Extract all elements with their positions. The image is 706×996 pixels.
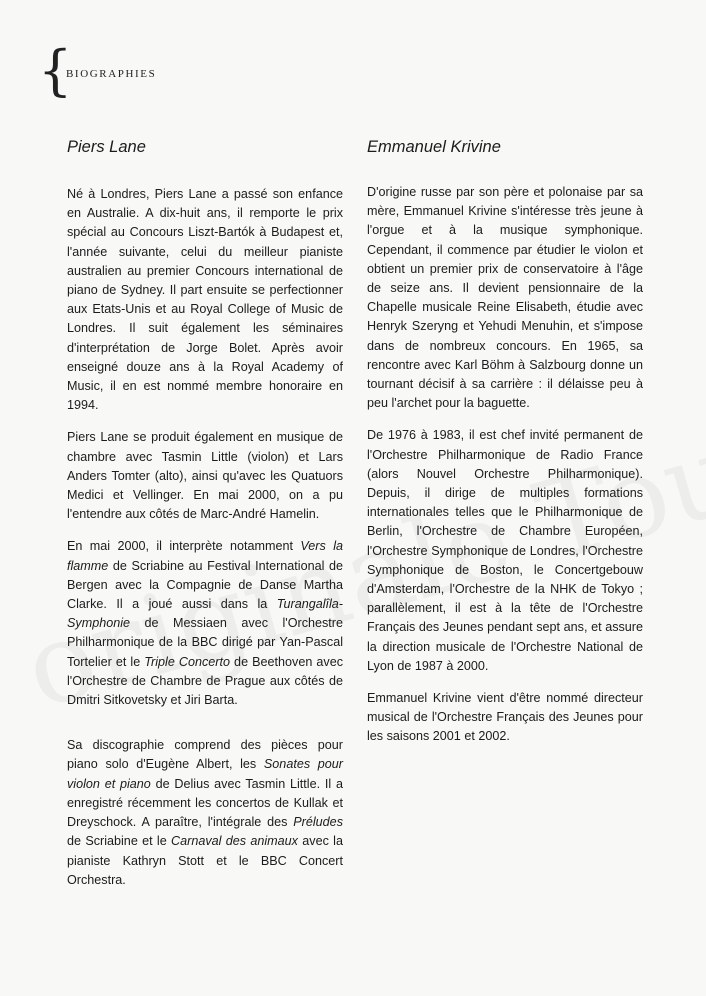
text-run: de Delius avec Tasmin Little. Il a enregistré récemment les concertos de Kullak et Dreyschock. A paraître, l'intégrale des <box>67 776 343 830</box>
text-run: En mai 2000, il interprète notamment <box>67 539 301 554</box>
biography-paragraph: Piers Lane se produit également en musique de chambre avec Tasmin Little (violon) et Lars Anders Tomter (alto), ainsi qu'avec les Quatuors Medici et Vellinger. En mai 2000, on a pu l'entendre aux côtés de Marc-André Hamelin. <box>67 430 343 522</box>
text-run: de Scriabine et le <box>67 834 172 849</box>
section-label: BIOGRAPHIES <box>66 68 157 80</box>
biography-name: Emmanuel Krivine <box>367 138 501 156</box>
biography-emmanuel-krivine <box>367 138 643 760</box>
text-run: de Beethoven avec l'Orchestre de Chambre de Prague aux côtés de Dmitri Sitkovetsky et Jiri Barta. <box>67 654 344 708</box>
biography-paragraph: D'origine russe par son père et polonaise par sa mère, Emmanuel Krivine s'intéresse très jeune à l'orgue et à la musique symphonique. Cependant, il commence par étudier le violon et obtient un premier prix de conservatoire à l'âge de seize ans. Il devient pensionnaire de la Chapelle musicale Reine Elisabeth, étudie avec Henryk Szeryng et Yehudi Menuhin, et s'impose dans de nombreux concours. En 1965, sa rencontre avec Karl Böhm à Salzbourg donne un tournant décisif à sa carrière : il délaisse peu à peu l'archet pour la baguette. <box>367 185 643 411</box>
text-run: avec la pianiste Kathryn Stott et le BBC Concert Orchestra. <box>67 834 343 887</box>
biography-paragraph: De 1976 à 1983, il est chef invité permanent de l'Orchestre Philharmonique de Radio France (alors Nouvel Orchestre Philharmonique). Depuis, il dirige de multiples formations internationales telles que le Philharmonique de Berlin, l'Orchestre de Chambre Européen, l'Orchestre Symphonique de Londres, l'Orchestre Symphonique de Boston, le Concertgebouw d'Amsterdam, l'Orchestre de la NHK de Tokyo ; parallèlement, il est à la tête de l'Orchestre Français des Jeunes pendant sept ans, et assure la direction musicale de l'Orchestre National de Lyon de 1987 à 2000. <box>367 428 643 673</box>
work-title: Carnaval des animaux <box>171 834 298 849</box>
work-title: Triple Concerto <box>144 654 230 669</box>
work-title: Sonates pour violon et piano <box>67 757 343 791</box>
text-run: de Scriabine au Festival International de Bergen avec la Compagnie de Danse Martha Clarke. Il a joué aussi dans la <box>67 558 343 612</box>
curly-brace-ornament: { <box>38 39 73 102</box>
biography-paragraph: Né à Londres, Piers Lane a passé son enfance en Australie. A dix-huit ans, il remporte le prix spécial au Concours Liszt-Bartók à Budapest et, l'année suivante, celui du meilleur pianiste australien au premier Concours international de piano de Sydney. Il part ensuite se perfectionner aux Etats-Unis et au Royal College of Music de Londres. Il suit également les séminaires d'interprétation de Jorge Bolet. Après avoir enseigné douze ans à la Royal Academy of Music, il en est nommé membre honoraire en 1994. <box>67 187 343 413</box>
biography-paragraph: Emmanuel Krivine vient d'être nommé directeur musical de l'Orchestre Français des Jeunes pour les saisons 2001 et 2002. <box>367 691 643 744</box>
work-title: Vers la flamme <box>67 539 343 573</box>
biography-piers-lane <box>67 138 343 903</box>
biography-name: Piers Lane <box>67 138 146 156</box>
text-run: Sa discographie comprend des pièces pour piano solo d'Eugène Albert, les <box>67 738 343 772</box>
work-title: Turangalîla-Symphonie <box>67 597 343 631</box>
biography-paragraph <box>67 537 343 710</box>
text-run: de Messiaen avec l'Orchestre Philharmonique de la BBC dirigé par Yan-Pascal Tortelier et le <box>67 616 343 669</box>
work-title: Préludes <box>293 815 343 830</box>
biography-paragraph <box>67 736 343 890</box>
